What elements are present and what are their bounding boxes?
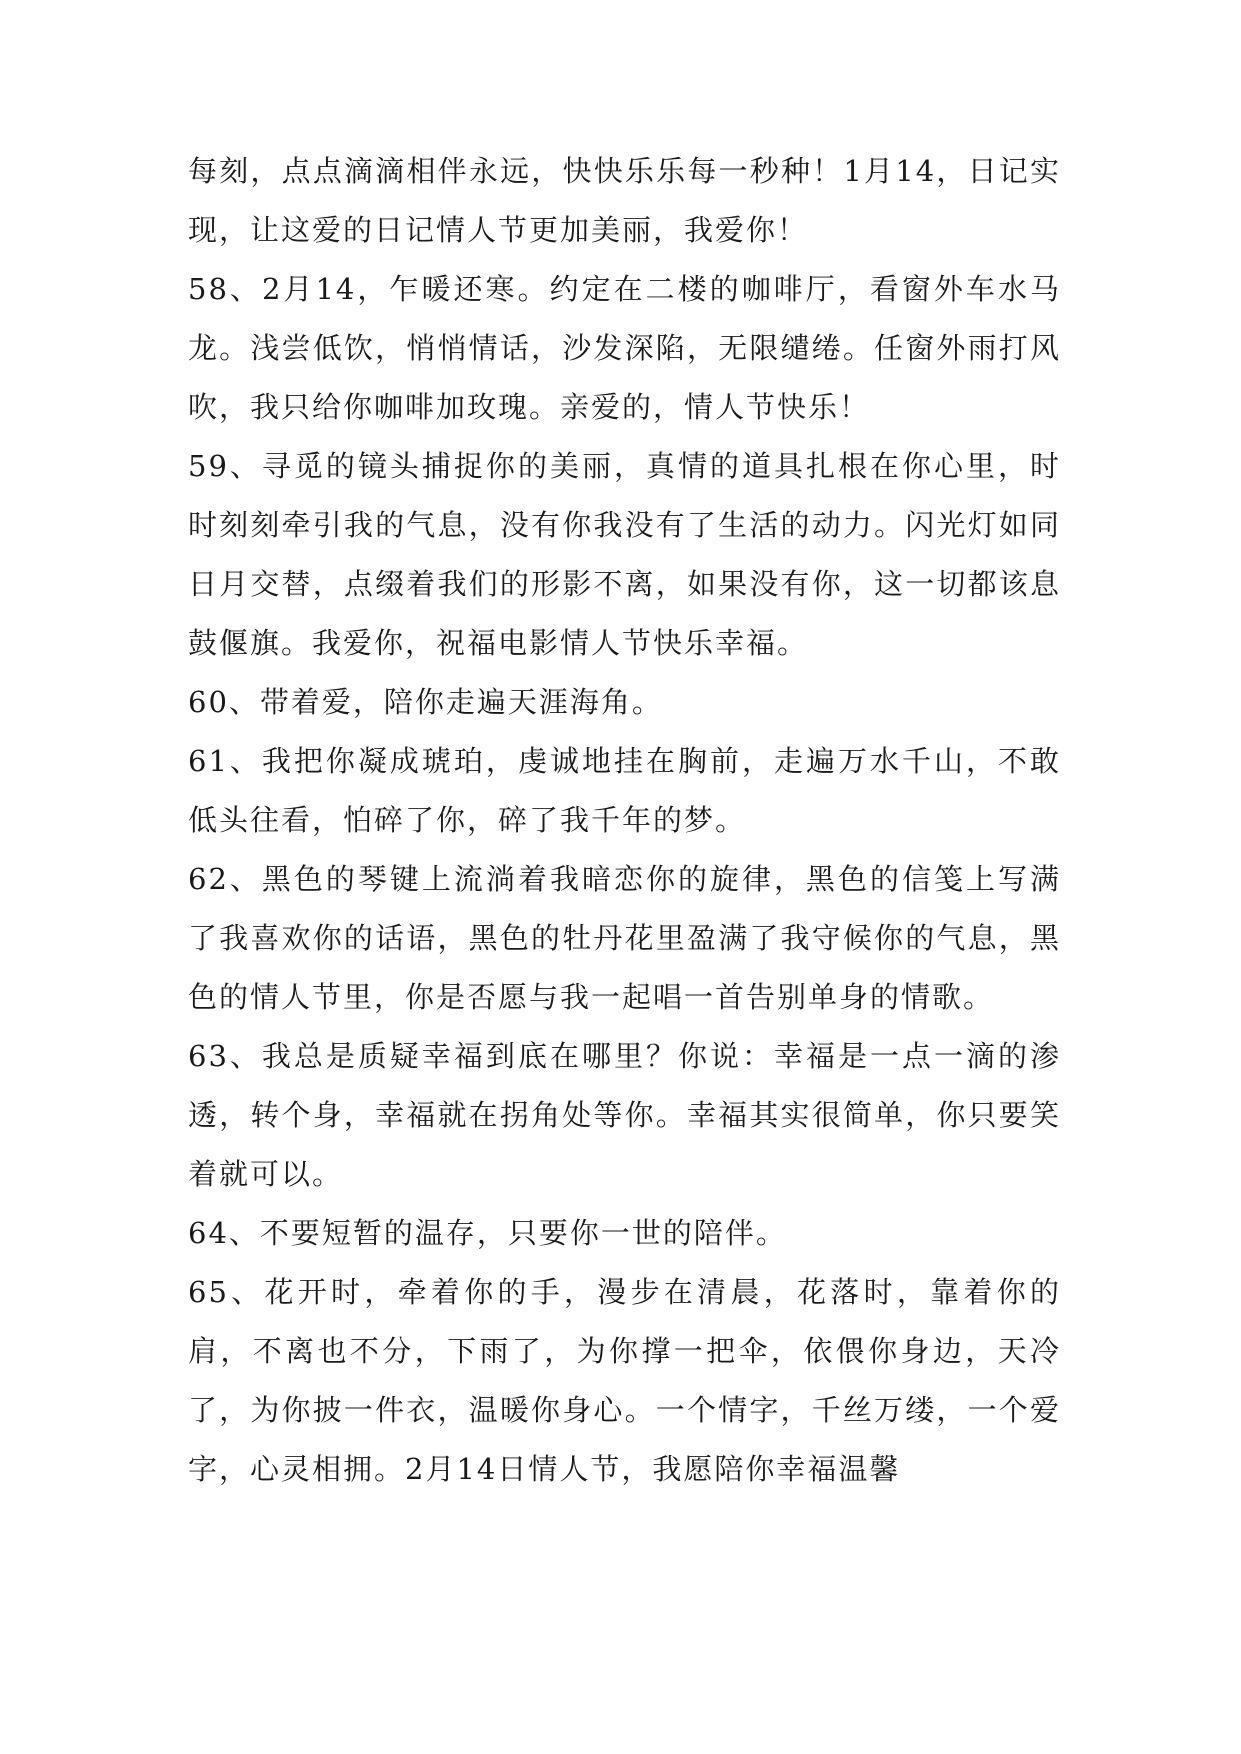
paragraph: 63、我总是质疑幸福到底在哪里？你说：幸福是一点一滴的渗透，转个身，幸福就在拐角处等你。幸福其实很简单，你只要笑着就可以。	[188, 1039, 1061, 1191]
paragraph: 65、花开时，牵着你的手，漫步在清晨，花落时，靠着你的肩，不离也不分，下雨了，为你撑一把伞，依偎你身边，天冷了，为你披一件衣，温暖你身心。一个情字，千丝万缕，一个爱字，心灵相拥。2月14日情人节，我愿陪你幸福温馨	[188, 1275, 1061, 1486]
paragraph: 64、不要短暂的温存，只要你一世的陪伴。	[188, 1216, 787, 1250]
paragraph: 60、带着爱，陪你走遍天涯海角。	[188, 685, 663, 719]
paragraph: 每刻，点点滴滴相伴永远，快快乐乐每一秒种！1月14，日记实现，让这爱的日记情人节更加美丽，我爱你！	[188, 154, 1061, 247]
paragraph: 58、2月14，乍暖还寒。约定在二楼的咖啡厅，看窗外车水马龙。浅尝低饮，悄悄情话，沙发深陷，无限缱绻。任窗外雨打风吹，我只给你咖啡加玫瑰。亲爱的，情人节快乐！	[188, 272, 1061, 424]
paragraph: 62、黑色的琴键上流淌着我暗恋你的旋律，黑色的信笺上写满了我喜欢你的话语，黑色的牡丹花里盈满了我守候你的气息，黑色的情人节里，你是否愿与我一起唱一首告别单身的情歌。	[188, 862, 1061, 1014]
paragraph: 61、我把你凝成琥珀，虔诚地挂在胸前，走遍万水千山，不敢低头往看，怕碎了你，碎了我千年的梦。	[188, 744, 1061, 837]
document-body	[188, 142, 1061, 1499]
paragraph: 59、寻觅的镜头捕捉你的美丽，真情的道具扎根在你心里，时时刻刻牵引我的气息，没有你我没有了生活的动力。闪光灯如同日月交替，点缀着我们的形影不离，如果没有你，这一切都该息鼓偃旗。我爱你，祝福电影情人节快乐幸福。	[188, 449, 1061, 660]
